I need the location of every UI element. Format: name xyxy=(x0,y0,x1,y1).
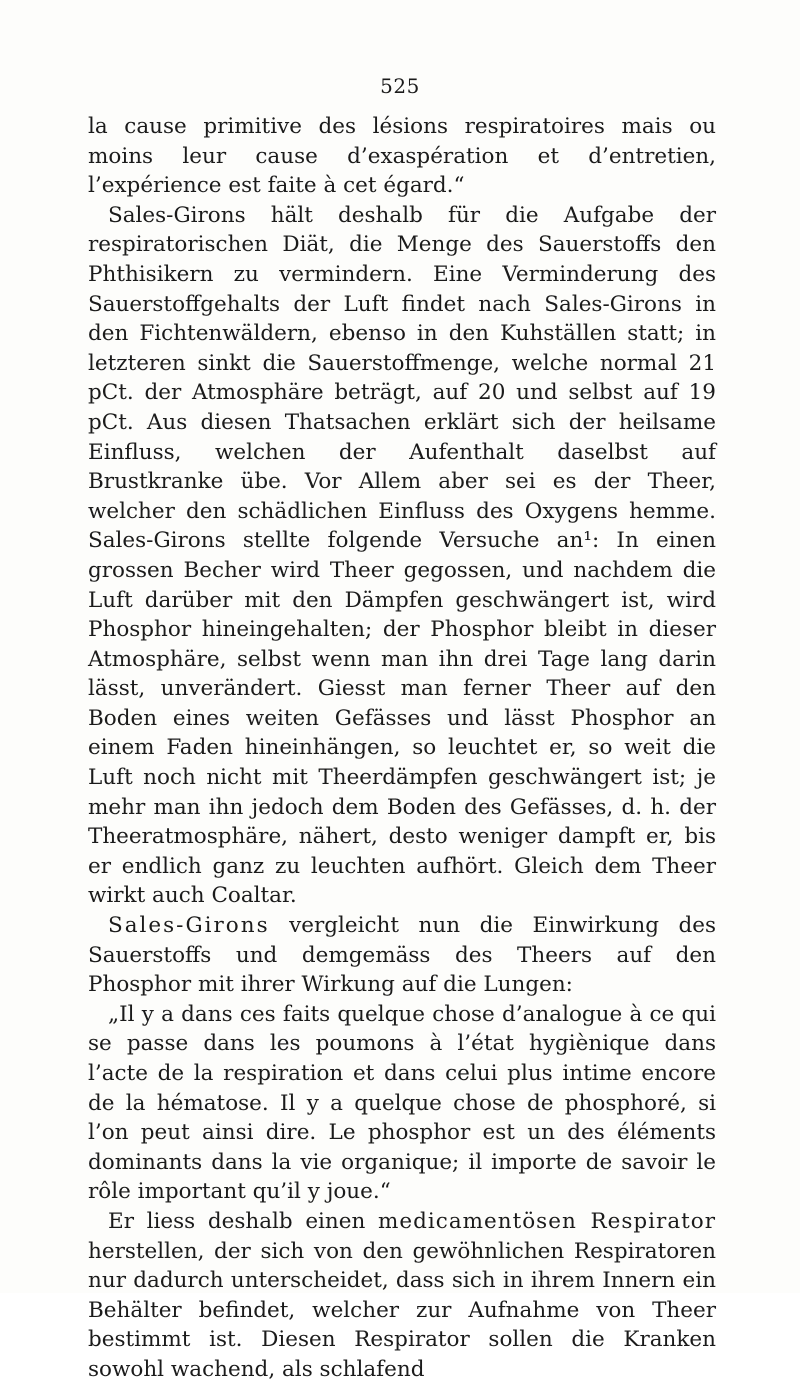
paragraph-comparison xyxy=(88,911,716,1000)
paragraph-text: vergleicht nun die Einwirkung des Sauerstoffs und demgemäss des Theers auf den Phosphor mit ihrer Wirkung auf die Lungen: xyxy=(88,913,716,998)
paragraph-french-quote: „Il y a dans ces faits quelque chose d’analogue à ce qui se passe dans les poumons à l’état hygiènique dans l’acte de la respiration et dans celui plus intime encore de la hématose. Il y a quelque chose de phosphoré, si l’on peut ainsi dire. Le phosphor est un des éléments dominants dans la vie organique; il importe de savoir le rôle important qu’il y joue.“ xyxy=(88,1001,716,1205)
page-number: 525 xyxy=(380,74,420,98)
paragraph-text: Er liess deshalb einen xyxy=(108,1208,379,1234)
paragraph-french-quote-end: la cause primitive des lésions respiratoires mais ou moins leur cause d’exaspération et d’entretien, l’expérience est faite à cet égard.“ xyxy=(88,114,716,199)
paragraph-text: herstellen, der sich von den gewöhnlichen Respiratoren nur dadurch unterscheidet, dass sich in ihrem Innern ein Behälter befindet, welcher zur Aufnahme von Theer bestimmt ist. Diesen Respirator sollen die Kranken sowohl wachend, als schlafend xyxy=(88,1238,716,1382)
spaced-name: Sales-Girons xyxy=(108,913,270,939)
spaced-term: medicamentösen Respirator xyxy=(378,1208,716,1234)
paragraph-sales-girons-oxygen: Sales-Girons hält deshalb für die Aufgabe der respiratorischen Diät, die Menge des Sauerstoffs den Phthisikern zu vermindern. Eine Verminderung des Sauerstoffgehalts der Luft findet nach Sales-Girons in den Fichtenwäldern, ebenso in den Kuhställen statt; in letzteren sinkt die Sauerstoffmenge, welche normal 21 pCt. der Atmosphäre beträgt, auf 20 und selbst auf 19 pCt. Aus diesen Thatsachen erklärt sich der heilsame Einfluss, welchen der Aufenthalt daselbst auf Brustkranke übe. Vor Allem aber sei es der Theer, welcher den schädlichen Einfluss des Oxygens hemme. Sales-Girons stellte folgende Versuche an¹: In einen grossen Becher wird Theer gegossen, und nachdem die Luft darüber mit den Dämpfen geschwängert ist, wird Phosphor hineingehalten; der Phosphor bleibt in dieser Atmosphäre, selbst wenn man ihn drei Tage lang darin lässt, unverändert. Giesst man ferner Theer auf den Boden eines weiten Gefässes und lässt Phosphor an einem Faden hineinhängen, so leuchtet er, so weit die Luft noch nicht mit Theerdämpfen geschwängert ist; je mehr man ihn jedoch dem Boden des Gefässes, d. h. der Theeratmosphäre, nähert, desto weniger dampft er, bis er endlich ganz zu leuchten aufhört. Gleich dem Theer wirkt auch Coaltar. xyxy=(88,202,716,909)
paragraph-respirator xyxy=(88,1207,716,1385)
page-body xyxy=(88,112,716,1385)
